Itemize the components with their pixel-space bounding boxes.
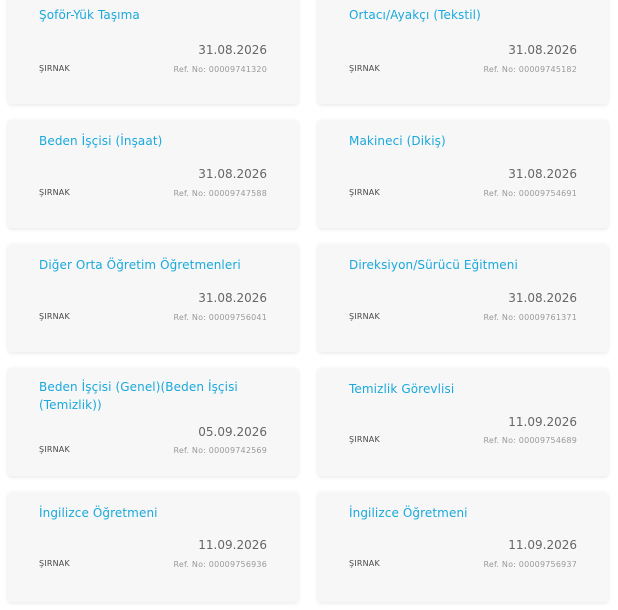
job-city: ŞIRNAK (349, 64, 380, 73)
job-ref-no: Ref. No: 00009761371 (483, 313, 577, 322)
job-title[interactable]: Makineci (Dikiş) (349, 134, 446, 148)
job-date: 31.08.2026 (508, 291, 577, 305)
job-date: 31.08.2026 (198, 43, 267, 57)
job-city: ŞIRNAK (39, 445, 70, 454)
job-title[interactable]: Şoför-Yük Taşıma (39, 8, 140, 22)
job-ref-no: Ref. No: 00009742569 (173, 446, 267, 455)
job-date: 11.09.2026 (198, 538, 267, 552)
job-city: ŞIRNAK (39, 188, 70, 197)
job-title[interactable]: İngilizce Öğretmeni (349, 506, 468, 520)
job-title[interactable]: Diğer Orta Öğretim Öğretmenleri (39, 258, 241, 272)
job-card[interactable] (8, 368, 298, 476)
job-date: 11.09.2026 (508, 415, 577, 429)
job-ref-no: Ref. No: 00009756937 (483, 560, 577, 569)
job-card[interactable] (318, 492, 608, 602)
job-date: 31.08.2026 (198, 291, 267, 305)
job-card[interactable] (8, 0, 298, 104)
job-ref-no: Ref. No: 00009756936 (173, 560, 267, 569)
job-card[interactable] (8, 492, 298, 602)
job-date: 11.09.2026 (508, 538, 577, 552)
job-city: ŞIRNAK (349, 188, 380, 197)
job-ref-no: Ref. No: 00009754691 (483, 189, 577, 198)
job-title[interactable]: Beden İşçisi (İnşaat) (39, 134, 163, 148)
job-title[interactable]: Ortacı/Ayakçı (Tekstil) (349, 8, 481, 22)
job-city: ŞIRNAK (349, 435, 380, 444)
job-date: 31.08.2026 (198, 167, 267, 181)
job-ref-no: Ref. No: 00009754689 (483, 436, 577, 445)
job-title[interactable]: Direksiyon/Sürücü Eğitmeni (349, 258, 518, 272)
job-card[interactable] (318, 0, 608, 104)
job-city: ŞIRNAK (349, 312, 380, 321)
job-date: 31.08.2026 (508, 167, 577, 181)
job-city: ŞIRNAK (39, 559, 70, 568)
job-card[interactable] (318, 368, 608, 476)
job-title[interactable]: Temizlik Görevlisi (349, 382, 455, 396)
job-card[interactable] (318, 120, 608, 228)
job-card[interactable] (318, 244, 608, 352)
job-city: ŞIRNAK (39, 312, 70, 321)
job-title[interactable]: Beden İşçisi (Genel)(Beden İşçisi (Temizlik)) (39, 380, 238, 412)
job-ref-no: Ref. No: 00009756041 (173, 313, 267, 322)
job-city: ŞIRNAK (39, 64, 70, 73)
job-date: 31.08.2026 (508, 43, 577, 57)
job-ref-no: Ref. No: 00009745182 (483, 65, 577, 74)
job-city: ŞIRNAK (349, 559, 380, 568)
job-date: 05.09.2026 (198, 425, 267, 439)
job-title[interactable]: İngilizce Öğretmeni (39, 506, 158, 520)
job-ref-no: Ref. No: 00009747588 (173, 189, 267, 198)
job-ref-no: Ref. No: 00009741320 (173, 65, 267, 74)
job-card[interactable] (8, 120, 298, 228)
job-card[interactable] (8, 244, 298, 352)
